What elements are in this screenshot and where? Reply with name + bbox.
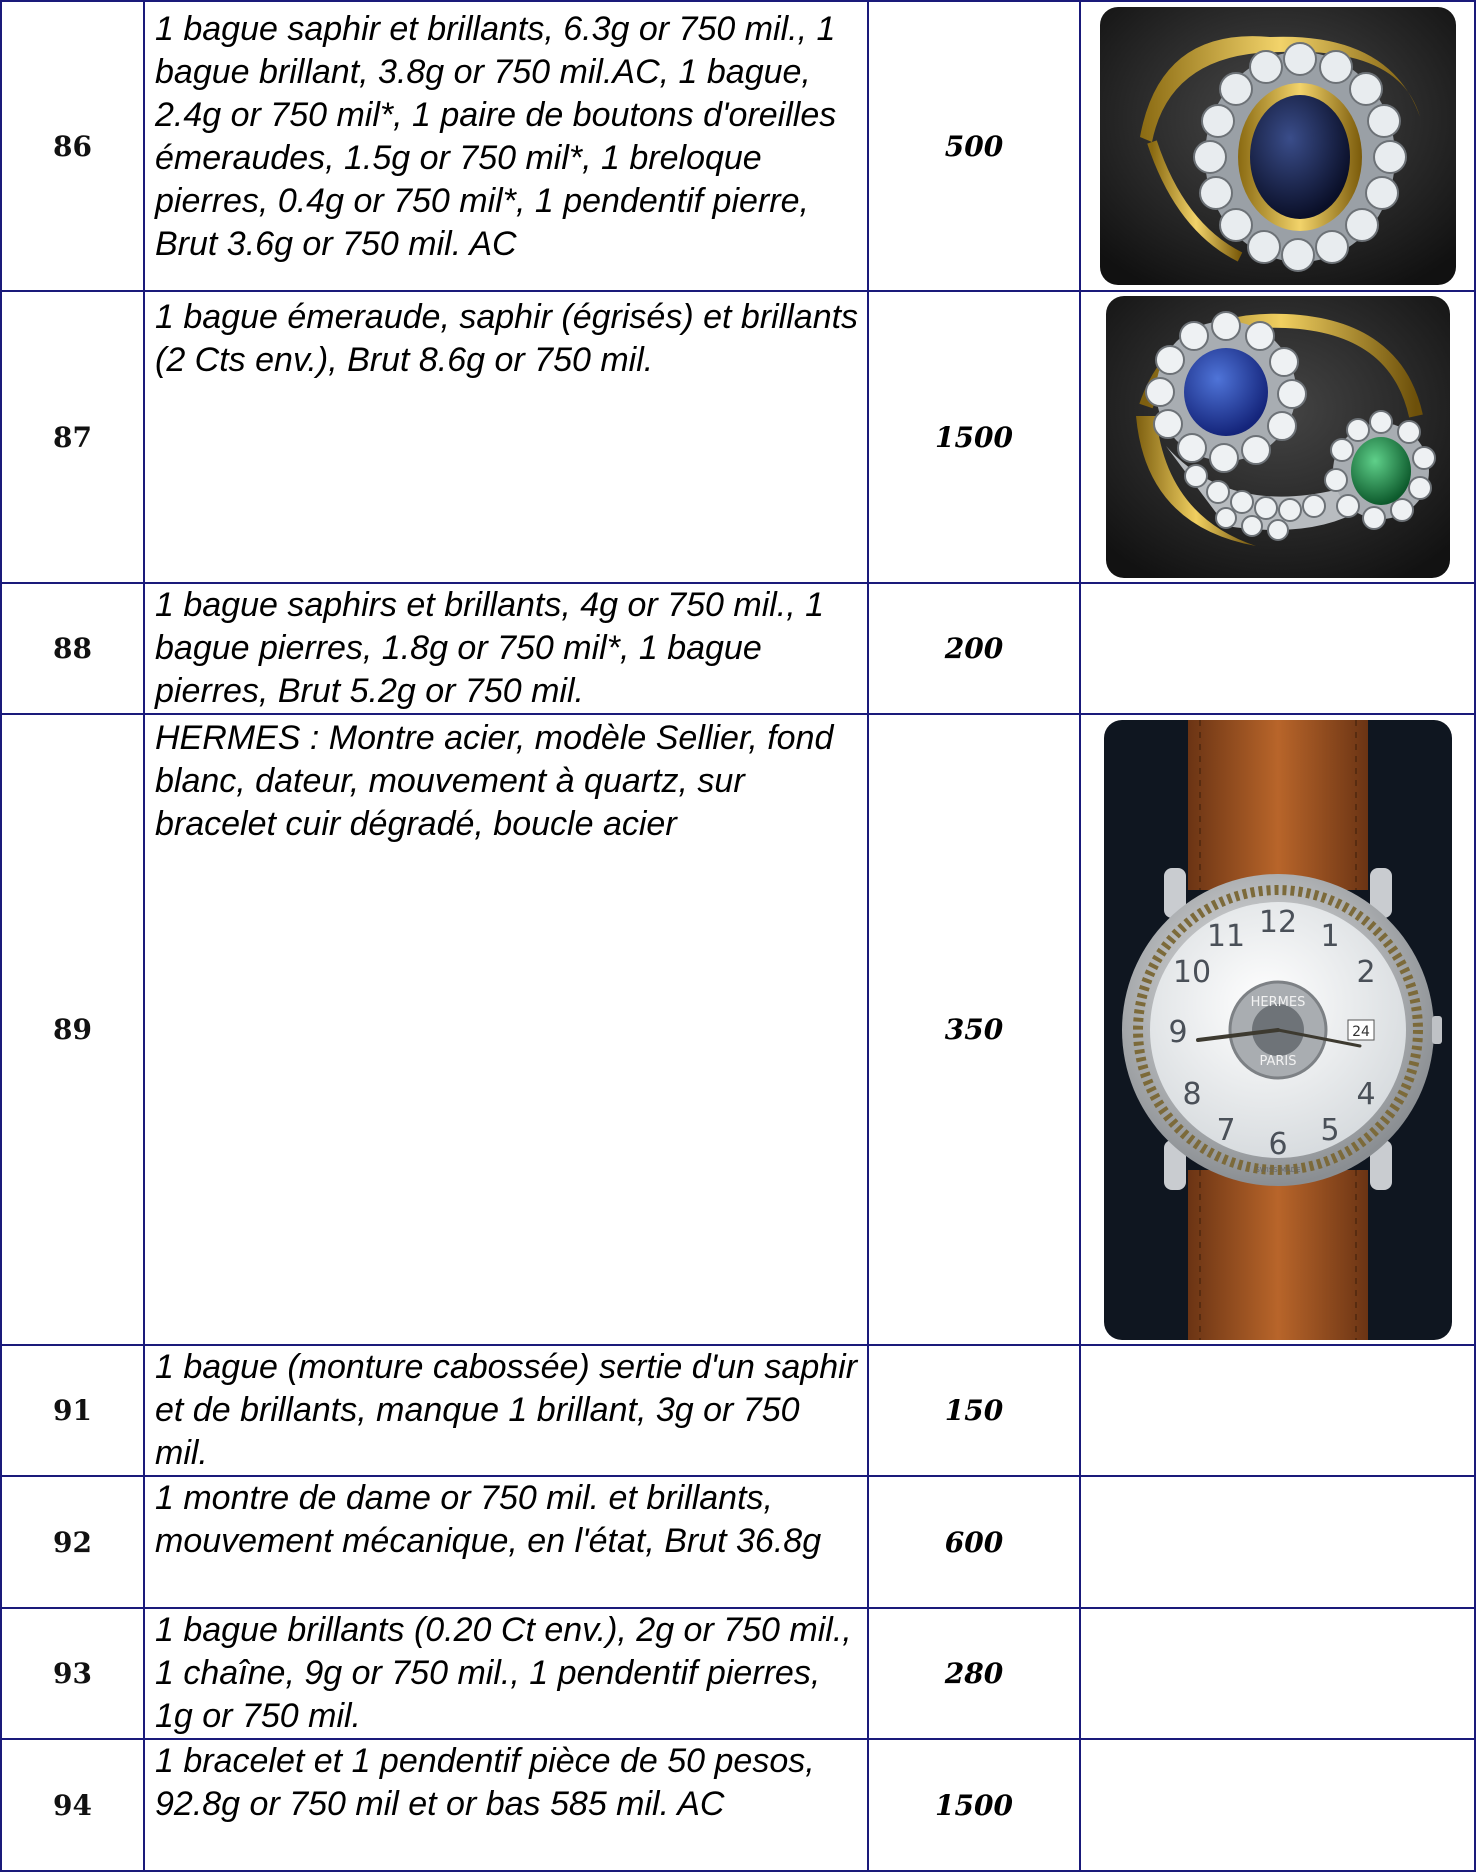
- lot-estimate: 350: [944, 1013, 1004, 1046]
- lot-description: 1 bague (monture cabossée) sertie d'un saphir et de brillants, manque 1 brillant, 3g or 750 mil.: [155, 1348, 858, 1472]
- lot-estimate: 280: [944, 1657, 1004, 1690]
- hermes-watch-photo: [1104, 720, 1452, 1340]
- lot-number: 86: [1, 1, 144, 291]
- lot-description: 1 montre de dame or 750 mil. et brillants, mouvement mécanique, en l'état, Brut 36.8g: [155, 1479, 822, 1560]
- dial-numeral: 12: [1258, 904, 1297, 940]
- lot-row: [1, 1476, 1475, 1608]
- watch-date: 24: [1351, 1023, 1370, 1040]
- lot-estimate: 500: [944, 129, 1004, 163]
- lot-row: [1, 1345, 1475, 1476]
- sapphire-diamond-ring-photo: [1100, 7, 1456, 285]
- lot-number: 89: [1, 714, 144, 1345]
- dial-numeral: 11: [1206, 918, 1245, 954]
- dial-numeral: 9: [1167, 1014, 1188, 1050]
- watch-brand: HERMES: [1250, 994, 1305, 1010]
- lot-description: 1 bague saphir et brillants, 6.3g or 750 mil., 1 bague brillant, 3.8g or 750 mil.AC, 1 bague, 2.4g or 750 mil*, 1 paire de boutons d'oreilles émeraudes, 1.5g or 750 mil*, 1 breloque pierres, 0.4g or 750 mil*, 1 pendentif pierre, Brut 3.6g or 750 mil. AC: [155, 10, 837, 263]
- lot-row: [1, 583, 1475, 714]
- lot-description: 1 bague saphirs et brillants, 4g or 750 mil., 1 bague pierres, 1.8g or 750 mil*, 1 bague pierres, Brut 5.2g or 750 mil.: [155, 586, 825, 710]
- lot-estimate: 600: [944, 1525, 1004, 1559]
- dial-numeral: 5: [1319, 1112, 1340, 1148]
- lot-number: 92: [1, 1476, 144, 1608]
- lot-row: [1, 1, 1475, 291]
- lot-description: HERMES : Montre acier, modèle Sellier, fond blanc, dateur, mouvement à quartz, sur bracelet cuir dégradé, boucle acier: [155, 719, 834, 843]
- lot-number: 93: [1, 1608, 144, 1739]
- dial-numeral: 4: [1355, 1076, 1376, 1112]
- lot-number: 94: [1, 1739, 144, 1871]
- lot-row: [1, 291, 1475, 583]
- dial-numeral: 6: [1267, 1126, 1288, 1162]
- lot-row: [1, 714, 1475, 1345]
- lot-estimate: 200: [944, 632, 1004, 665]
- lot-description: 1 bague brillants (0.20 Ct env.), 2g or 750 mil., 1 chaîne, 9g or 750 mil., 1 pendentif pierres, 1g or 750 mil.: [155, 1611, 852, 1735]
- lot-description: 1 bracelet et 1 pendentif pièce de 50 pesos, 92.8g or 750 mil et or bas 585 mil. AC: [155, 1742, 815, 1823]
- dial-numeral: 10: [1172, 954, 1211, 990]
- lot-estimate: 1500: [935, 420, 1013, 454]
- lot-row: [1, 1608, 1475, 1739]
- watch-maker: SWISS MADE: [1254, 1165, 1301, 1174]
- lot-number: 91: [1, 1345, 144, 1476]
- photo-cell-empty: [1080, 1345, 1475, 1476]
- watch-city: PARIS: [1259, 1053, 1297, 1069]
- photo-cell-empty: [1080, 1476, 1475, 1608]
- lot-estimate: 1500: [935, 1788, 1013, 1822]
- lot-number: 87: [1, 291, 144, 583]
- photo-cell-empty: [1080, 1608, 1475, 1739]
- emerald-sapphire-ring-photo: [1106, 296, 1450, 578]
- dial-numeral: 7: [1215, 1112, 1236, 1148]
- dial-numeral: 8: [1181, 1076, 1202, 1112]
- lot-row: [1, 1739, 1475, 1871]
- dial-numeral: 1: [1319, 918, 1340, 954]
- lot-estimate: 150: [944, 1394, 1004, 1427]
- photo-cell-empty: [1080, 1739, 1475, 1871]
- dial-numeral: 2: [1355, 954, 1376, 990]
- photo-cell-empty: [1080, 583, 1475, 714]
- lot-number: 88: [1, 583, 144, 714]
- lot-description: 1 bague émeraude, saphir (égrisés) et brillants (2 Cts env.), Brut 8.6g or 750 mil.: [155, 298, 859, 379]
